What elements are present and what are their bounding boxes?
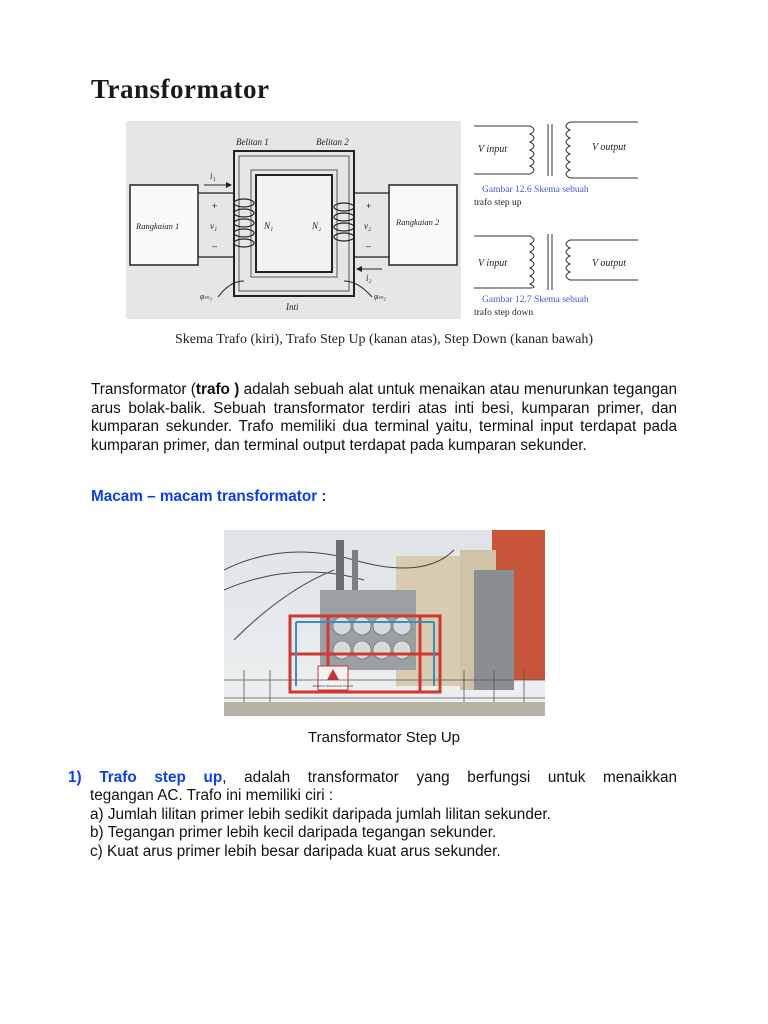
stepup-line1-rest: , adalah transformator yang berfungsi untuk menaikkan — [222, 769, 678, 786]
substation-photo — [224, 530, 545, 716]
section1-label: Belitan 1 — [236, 137, 269, 147]
stepup-term: Trafo step up — [99, 769, 223, 786]
section2-label: Belitan 2 — [316, 137, 349, 147]
core-label: Inti — [286, 302, 299, 312]
plus1-label: + — [212, 201, 218, 211]
flux2-label: φₘ₂ — [374, 292, 387, 301]
stepdown-output-label: V output — [592, 258, 626, 269]
stepup-output-label: V output — [592, 142, 626, 153]
figure1-caption: Skema Trafo (kiri), Trafo Step Up (kanan atas), Step Down (kanan bawah) — [175, 332, 593, 347]
intro-bold-term: trafo ) — [195, 381, 240, 398]
stepup-line2: tegangan AC. Trafo ini memiliki ciri : — [90, 787, 334, 805]
stepdown-caption-line1: Gambar 12.7 Skema sebuah — [482, 295, 589, 305]
page-title: Transformator — [91, 74, 270, 104]
stepup-list-item — [68, 769, 677, 861]
intro-after: adalah sebuah alat untuk menaikan atau menurunkan tegangan arus bolak-balik. Sebuah transformator terdiri atas inti besi, kumparan primer, dan kumparan sekunder. Trafo memiliki dua terminal yaitu, terminal input terdapat pada kumparan primer, dan terminal output terdapat pada kumparan sekunder. — [91, 381, 677, 454]
turns-n2-label: N₂ — [312, 221, 322, 231]
warning-sign-text: BAHAYA TEGANGAN TINGGI — [312, 684, 354, 688]
stepup-characteristic-b: b) Tegangan primer lebih kecil daripada tegangan sekunder. — [90, 824, 497, 842]
intro-before: Transformator ( — [91, 381, 196, 398]
stepup-characteristic-a: a) Jumlah lilitan primer lebih sedikit daripada jumlah lilitan sekunder. — [90, 805, 551, 823]
circuit1-label: Rangkaian 1 — [136, 221, 180, 231]
stepup-caption-line1: Gambar 12.6 Skema sebuah — [482, 185, 589, 195]
voltage-v2-label: v₂ — [364, 221, 372, 231]
stepup-input-label: V input — [478, 144, 507, 155]
plus2-label: + — [366, 201, 372, 211]
current-i2-label: i₂ — [366, 273, 372, 283]
photo-caption: Transformator Step Up — [308, 729, 460, 746]
transformer-schematic — [126, 121, 461, 319]
turns-n1-label: N₁ — [264, 221, 274, 231]
minus1-label: – — [212, 241, 218, 251]
stepup-characteristic-c: c) Kuat arus primer lebih besar daripada kuat arus sekunder. — [90, 842, 501, 860]
list-number: 1) — [68, 769, 82, 786]
stepup-caption-line2: trafo step up — [474, 198, 522, 208]
voltage-v1-label: v₁ — [210, 221, 218, 231]
intro-paragraph — [91, 381, 677, 455]
stepdown-caption-line2: trafo step down — [474, 308, 534, 318]
stepdown-input-label: V input — [478, 258, 507, 269]
circuit2-label: Rangkaian 2 — [396, 217, 440, 227]
minus2-label: – — [366, 241, 372, 251]
current-i1-label: i₁ — [210, 171, 216, 181]
flux1-label: φₘ₁ — [200, 292, 213, 301]
stepup-diagram — [468, 116, 644, 214]
stepdown-diagram — [468, 226, 644, 320]
section-heading: Macam – macam transformator : — [91, 488, 327, 505]
